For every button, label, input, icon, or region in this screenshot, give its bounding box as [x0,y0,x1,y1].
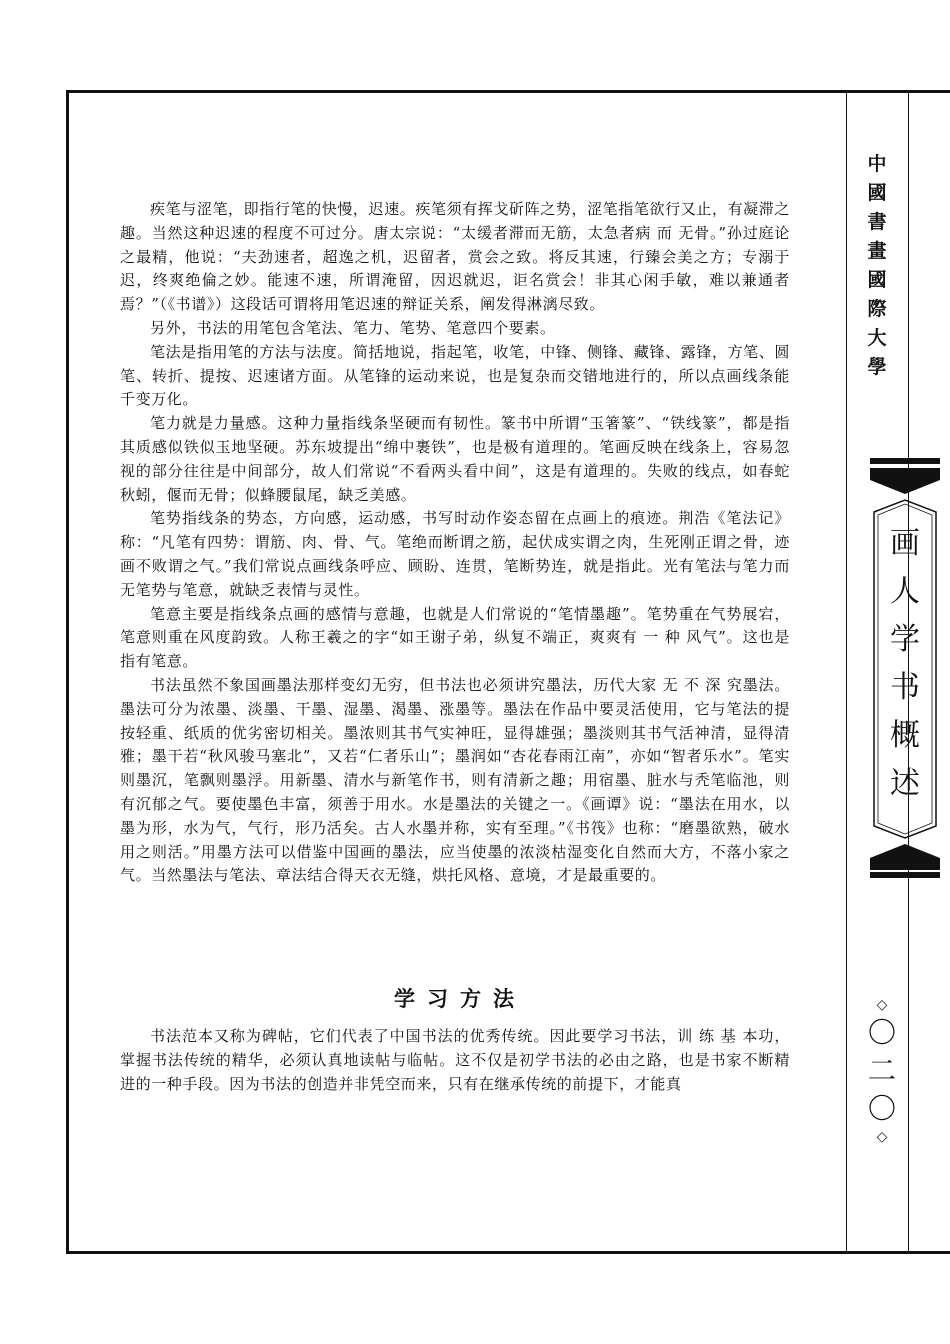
ornament-bar-bottom [870,872,940,878]
section-body-text [120,1025,790,1096]
book-title-char: 人 [890,574,920,609]
diamond-icon: ◇ [876,997,888,1013]
sidebar-rule-left [846,92,847,1252]
paragraph: 笔意主要是指线条点画的感情与意趣，也就是人们常说的“笔情墨趣”。笔势重在气势展宕，笔意则重在风度韵致。人称王羲之的字“如王谢子弟，纵复不端正，爽爽有 一 种 风气”。这也是指有笔意。 [120,604,790,671]
paragraph: 书法范本又称为碑帖，它们代表了中国书法的优秀传统。因此要学习书法，训 练 基 本功，掌握书法传统的精华，必须认真地读帖与临帖。这不仅是初学书法的必由之路，也是书家不断精进的一种手段。因为书法的创造并非凭空而来，只有在继承传统的前提下，才能真 [120,1027,790,1093]
page-number-char: 二 [867,1054,896,1087]
paragraph: 书法虽然不象国画墨法那样变幻无穷，但书法也必须讲究墨法，历代大家 无 不 深 究墨法。墨法可分为浓墨、淡墨、干墨、湿墨、渴墨、涨墨等。墨法在作品中要灵活使用，它与笔法的提按轻重、纸质的优劣密切相关。墨浓则其书气实神旺，显得雄强；墨淡则其书气活神清，显得清雅；墨干若“秋风骏马塞北”，又若“仁者乐山”；墨润如“杏花春雨江南”，亦如“智者乐水”。笔实则墨沉，笔飘则墨浮。用新墨、清水与新笔作书，则有清新之趣；用宿墨、脏水与秃笔临池，则有沉郁之气。要使墨色丰富，须善于用水。水是墨法的关键之一。《画谭》说：“墨法在用水，以墨为形，水为气，气行，形乃活矣。古人水墨并称，实有至理。”《书筏》也称：“磨墨欲熟，破水用之则活。”用墨方法可以借鉴中国画的墨法，应当使墨的浓淡枯湿变化自然而大方，不落小家之气。当然墨法与笔法、章法结合得天衣无缝，烘托风格、意境，才是最重要的。 [120,675,790,885]
book-title-char: 述 [890,766,920,801]
page-number [862,996,902,1146]
book-title [872,520,938,808]
series-title-char: 學 [867,356,887,378]
diamond-icon: ◇ [876,1129,888,1145]
page-number-char: 〇 [867,1016,896,1049]
series-title-char: 畫 [867,240,887,262]
series-title-char: 大 [867,327,887,349]
series-title-char: 國 [867,269,887,291]
series-title-char: 中 [867,153,887,175]
paragraph: 笔法是指用笔的方法与法度。简括地说，指起笔，收笔，中锋、侧锋、藏锋、露锋，方笔、圆笔、转折、提按、迟速诸方面。从笔锋的运动来说，也是复杂而交错地进行的，所以点画线条能千变万化。 [120,342,790,409]
book-title-char: 学 [890,622,920,657]
ornament-chevron-bottom [870,844,940,870]
paragraph: 疾笔与涩笔，即指行笔的快慢，迟速。疾笔须有挥戈斫阵之势，涩笔指笔欲行又止，有凝滞之趣。当然这种迟速的程度不可过分。唐太宗说：“太缓者滞而无筋，太急者病 而 无骨。”孙过庭论之最精，他说：“夫劲速者，超逸之机，迟留者，赏会之致。将反其速，行臻会美之方；专溺于迟，终爽绝倫之妙。能速不速，所谓淹留，因迟就迟，讵名赏会！非其心闲手敏，难以兼通者焉？”（《书谱》）这段话可谓将用笔迟速的辩证关系，阐发得淋漓尽致。 [120,200,790,314]
ornament-bar-top [870,458,940,464]
paragraph: 笔力就是力量感。这种力量指线条坚硬而有韧性。篆书中所谓“玉箸篆”、“铁线篆”，都是指其质感似铁似玉地坚硬。苏东坡提出“绵中裹铁”，也是极有道理的。笔画反映在线条上，容易忽视的部分往往是中间部分，故人们常说“不看两头看中间”，这是有道理的。失败的线点，如春蛇秋蚓，偃而无骨；似蜂腰鼠尾，缺乏美感。 [120,414,790,504]
ornament-chevron-top [870,468,940,494]
book-title-char: 概 [890,718,920,753]
book-title-char: 书 [890,670,920,705]
section-heading: 学习方法 [394,986,526,1011]
book-title-char: 画 [890,526,920,561]
series-title-char: 際 [867,298,887,320]
paragraph: 另外，书法的用笔包含笔法、笔力、笔势、笔意四个要素。 [150,318,556,337]
series-title-char: 國 [867,182,887,204]
paragraph: 笔势指线条的势态，方向感，运动感，书写时动作姿态留在点画上的痕迹。荆浩《笔法记》称：“凡笔有四势：谓筋、肉、骨、气。笔绝而断谓之筋，起伏成实谓之肉，生死刚正谓之骨，迹画不败谓之气。”我们常说点画线条呼应、顾盼、连贯，笔断势连，就是指此。光有笔法与笔力而无笔势与笔意，就缺乏表情与灵性。 [120,509,790,599]
series-title-char: 書 [867,211,887,233]
body-text [120,198,790,888]
series-title [857,150,897,382]
page-number-char: 〇 [867,1092,896,1125]
